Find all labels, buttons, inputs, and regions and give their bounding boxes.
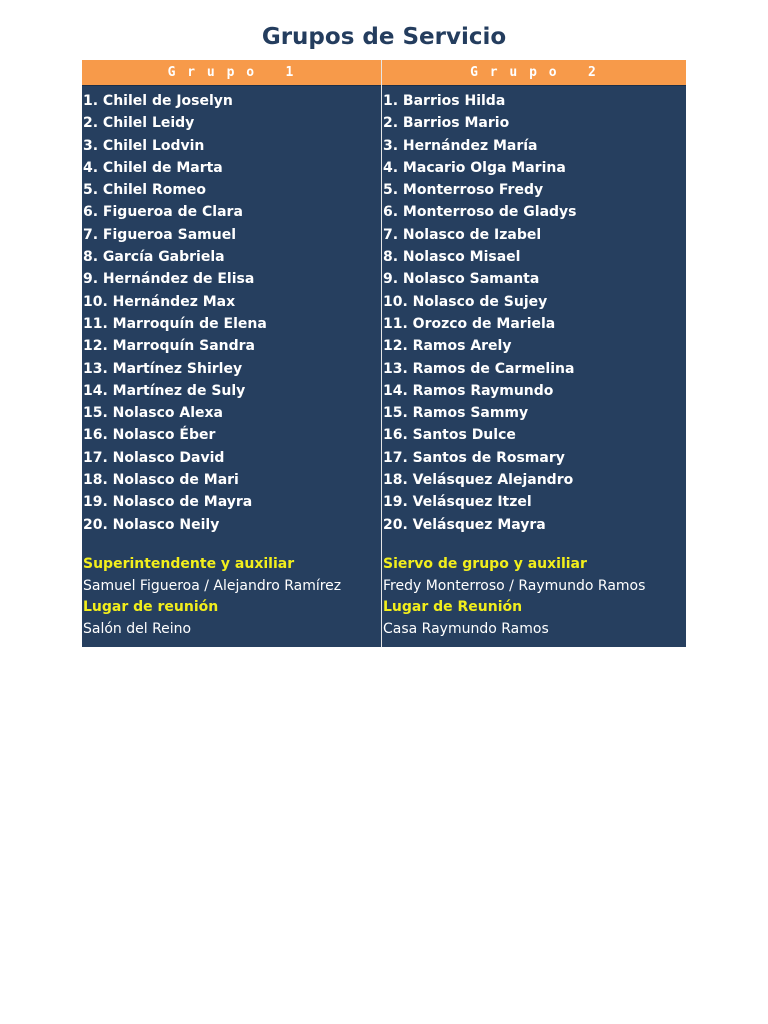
list-item: 4. Chilel de Marta [83,159,223,176]
list-item: 16. Nolasco Éber [83,427,216,444]
list-item: 2. Chilel Leidy [83,115,195,132]
list-item: 15. Nolasco Alexa [83,405,223,422]
meeting-place: Casa Raymundo Ramos [383,620,549,637]
group-1-body [82,85,381,647]
list-item: 18. Nolasco de Mari [83,472,239,489]
group-2-column [382,60,686,647]
group-1-info [83,554,341,640]
list-item: 5. Chilel Romeo [83,182,207,199]
list-item: 7. Figueroa Samuel [83,226,237,243]
list-item: 14. Ramos Raymundo [383,382,554,399]
list-item: 9. Nolasco Samanta [383,271,540,288]
meeting-place-label: Lugar de reunión [83,599,219,615]
list-item: 3. Chilel Lodvin [83,137,205,154]
group-2-body [382,85,686,647]
list-item: 2. Barrios Mario [383,115,510,132]
list-item: 17. Nolasco David [83,449,225,466]
list-item: 6. Figueroa de Clara [83,204,243,221]
list-item: 17. Santos de Rosmary [383,449,565,466]
list-item: 11. Orozco de Mariela [383,315,556,332]
list-item: 19. Velásquez Itzel [383,494,532,511]
list-item: 7. Nolasco de Izabel [383,226,542,243]
list-item: 9. Hernández de Elisa [83,271,255,288]
list-item: 13. Ramos de Carmelina [383,360,575,377]
group-2-header: G r u p o 2 [382,60,686,85]
list-item: 13. Martínez Shirley [83,360,243,377]
groups-table [82,60,686,647]
list-item: 8. García Gabriela [83,249,225,266]
group-1-member-list [83,90,267,536]
leader-label: Siervo de grupo y auxiliar [383,556,587,572]
meeting-place-label: Lugar de Reunión [383,599,523,615]
list-item: 4. Macario Olga Marina [383,159,566,176]
group-1-column [82,60,381,647]
group-1-header: G r u p o 1 [82,60,381,85]
leader-names: Fredy Monterroso / Raymundo Ramos [383,577,646,594]
list-item: 8. Nolasco Misael [383,249,521,266]
list-item: 10. Nolasco de Sujey [383,293,548,310]
list-item: 11. Marroquín de Elena [83,315,267,332]
group-2-member-list [383,90,577,536]
list-item: 18. Velásquez Alejandro [383,472,574,489]
meeting-place: Salón del Reino [83,620,192,637]
list-item: 10. Hernández Max [83,293,236,310]
list-item: 20. Velásquez Mayra [383,516,546,533]
page-title: Grupos de Servicio [261,24,507,50]
list-item: 14. Martínez de Suly [83,382,246,399]
leader-label: Superintendente y auxiliar [83,556,295,572]
list-item: 6. Monterroso de Gladys [383,204,577,221]
list-item: 3. Hernández María [383,137,538,154]
leader-names: Samuel Figueroa / Alejandro Ramírez [83,577,342,594]
list-item: 1. Barrios Hilda [383,93,506,109]
group-2-info [383,554,645,640]
list-item: 15. Ramos Sammy [383,405,529,422]
list-item: 5. Monterroso Fredy [383,182,544,199]
list-item: 12. Ramos Arely [383,338,512,355]
list-item: 20. Nolasco Neily [83,516,220,533]
list-item: 12. Marroquín Sandra [83,338,255,355]
list-item: 16. Santos Dulce [383,427,516,444]
list-item: 1. Chilel de Joselyn [83,93,233,109]
list-item: 19. Nolasco de Mayra [83,494,253,511]
